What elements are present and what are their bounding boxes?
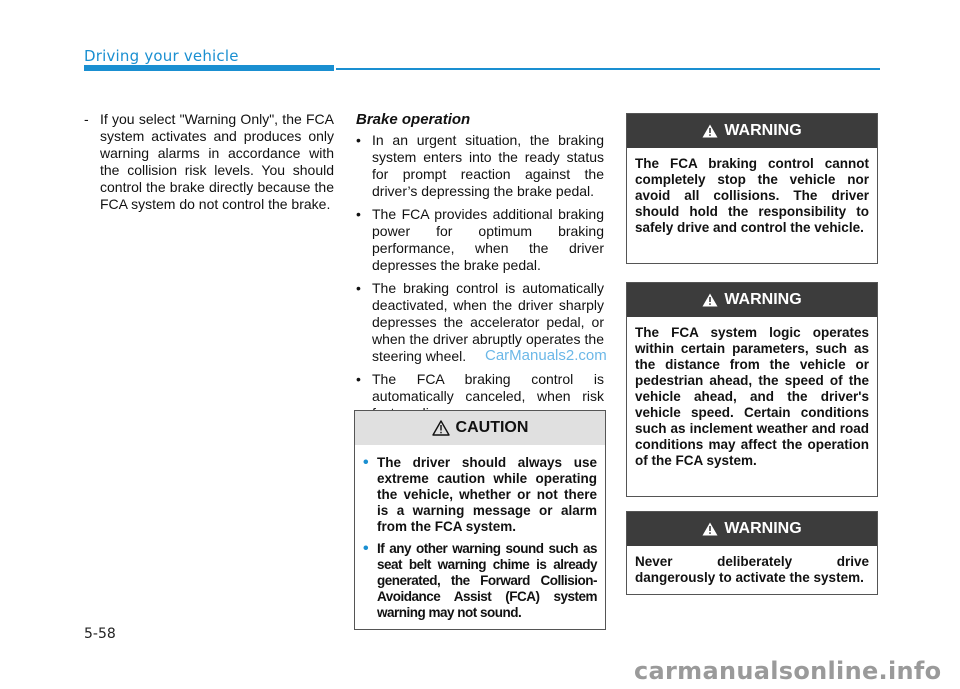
caution-text: The driver should always use extreme caution while operating the vehicle, whether or not there is a warning message or alarm from the FCA system. xyxy=(377,455,597,534)
header-rule-thin xyxy=(336,68,880,70)
brake-operation-title: Brake operation xyxy=(356,111,471,128)
bullet-mark: • xyxy=(356,280,361,296)
warning-label: WARNING xyxy=(724,122,802,139)
warning-text: The FCA braking control cannot completely stop the vehicle nor avoid all collisions. The driver should hold the responsibility to safely drive and control the vehicle. xyxy=(635,156,869,235)
bullet-text: The braking control is automatically deactivated, when the driver sharply depresses the accelerator pedal, or when the driver abruptly operates the steering wheel. xyxy=(372,280,604,364)
warning-triangle-icon xyxy=(702,124,718,138)
list-item xyxy=(356,132,604,200)
bullet-text: In an urgent situation, the braking system enters into the ready status for prompt reaction against the driver’s depressing the brake pedal. xyxy=(372,132,604,199)
column-2 xyxy=(356,111,604,428)
caution-label: CAUTION xyxy=(455,419,529,436)
column-1 xyxy=(84,111,334,213)
caution-box xyxy=(354,410,606,630)
warning-label: WARNING xyxy=(724,291,802,308)
header-rule-thick xyxy=(84,65,334,71)
dash-mark: - xyxy=(84,111,89,127)
warning-label: WARNING xyxy=(724,520,802,537)
bullet-mark: • xyxy=(363,540,369,557)
bullet-text: The FCA braking control is automatically canceled, when risk xyxy=(372,371,604,404)
warning-header xyxy=(627,512,877,546)
warning-header xyxy=(627,283,877,317)
bullet-mark: • xyxy=(363,454,369,471)
warning-box xyxy=(626,282,878,497)
dash-list-item xyxy=(84,111,334,213)
warning-triangle-icon xyxy=(702,293,718,307)
watermark-text: CarManuals2.com xyxy=(485,347,607,364)
warning-box xyxy=(626,113,878,264)
caution-header xyxy=(355,411,605,445)
caution-triangle-icon xyxy=(432,420,450,436)
bullet-text: The FCA provides additional braking power for optimum braking performance, when the driver depresses the brake pedal. xyxy=(372,206,604,273)
caution-text: If any other warning sound such as seat belt warning chime is already generated, the Forward Collision-Avoidance Assist (FCA) system warning may not sound. xyxy=(377,541,597,620)
bullet-mark: • xyxy=(356,132,361,148)
warning-text: Never deliberately drive dangerously to activate the system. xyxy=(635,554,869,585)
caution-body xyxy=(355,445,605,621)
bullet-mark: • xyxy=(356,206,361,222)
bullet-mark: • xyxy=(356,371,361,387)
warning-text: The FCA system logic operates within certain parameters, such as the distance from the vehicle or pedestrian ahead, the speed of the vehicle ahead, and the driver's vehicle speed. Certain conditions such as inclement weather and road conditions may affect the operation of the FCA system. xyxy=(635,325,869,468)
warning-header xyxy=(627,114,877,148)
section-title: Driving your vehicle xyxy=(84,47,239,65)
warning-triangle-icon xyxy=(702,522,718,536)
list-item xyxy=(363,541,597,621)
page-number: 5-58 xyxy=(84,626,116,642)
dash-item-text: If you select "Warning Only", the FCA system activates and produces only warning alarms in accordance with the collision risk levels. You should control the brake directly because the FCA system do not control the brake. xyxy=(100,111,334,212)
list-item xyxy=(356,206,604,274)
footer-url: carmanualsonline.info xyxy=(634,657,942,685)
list-item xyxy=(363,455,597,535)
warning-box xyxy=(626,511,878,595)
